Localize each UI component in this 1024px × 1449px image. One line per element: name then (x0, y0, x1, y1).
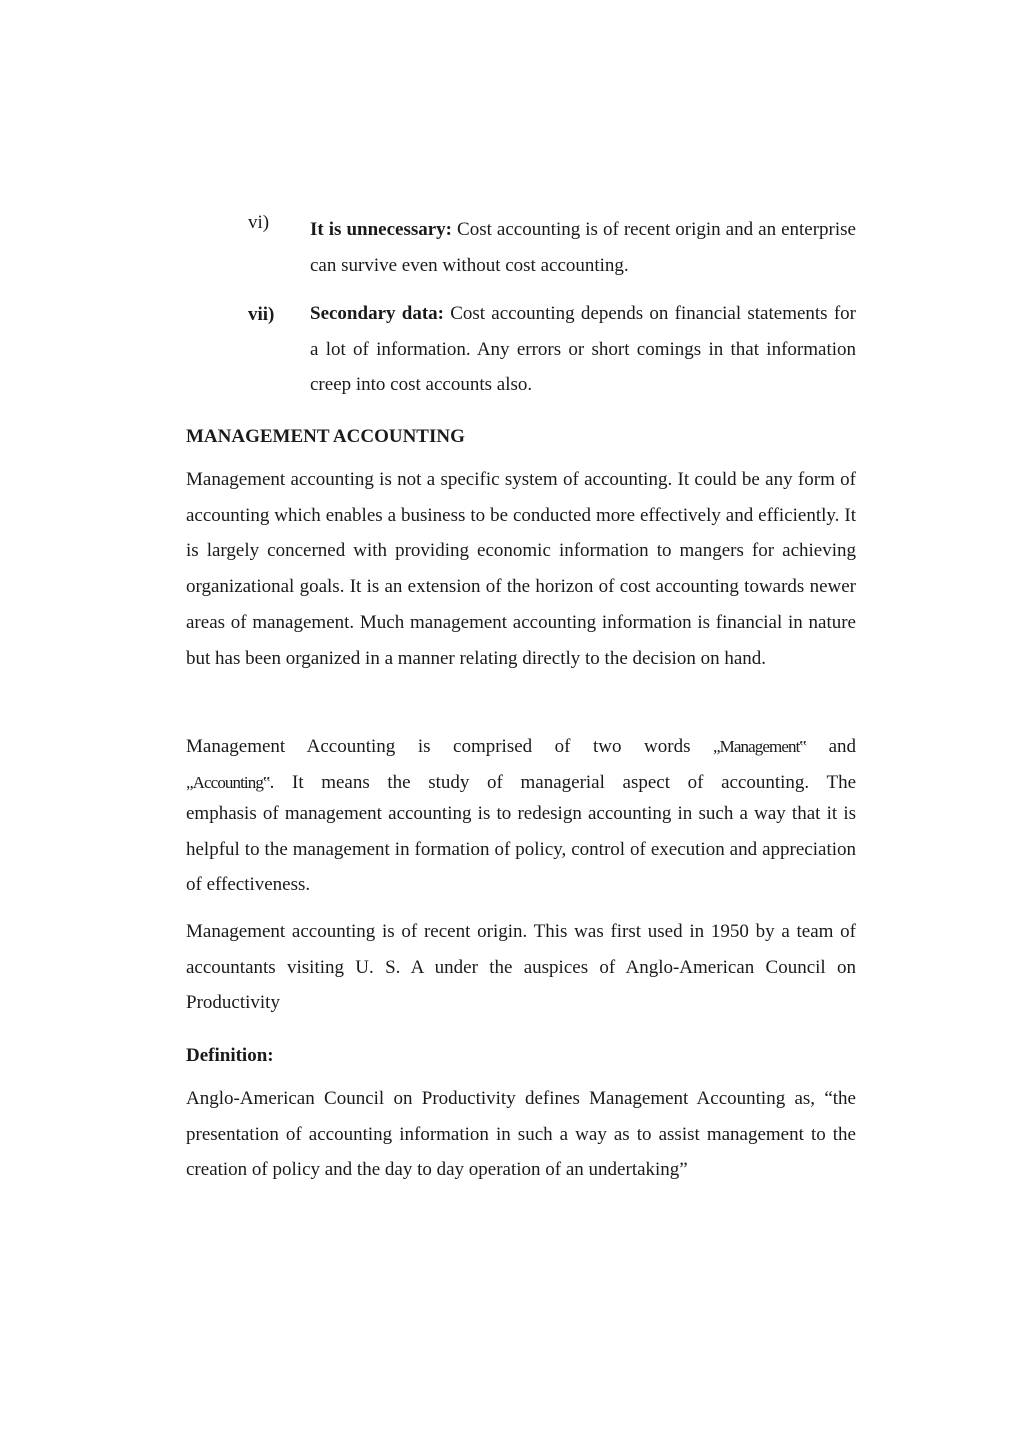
paragraph-two-words-rest: emphasis of management accounting is to redesign accounting in such a way that it is helpful to the management in formation of policy, control of execution and appreciation of effectiveness. (186, 803, 856, 895)
list-item-description: Cost accounting depends on financial statements for a lot of information. Any errors or short comings in that information creep into cost accounts also. (310, 303, 856, 395)
paragraph-two-words-line1 (186, 729, 856, 801)
paragraph-text: Management Accounting is comprised of two words (186, 736, 713, 757)
section-heading: MANAGEMENT ACCOUNTING (186, 426, 465, 447)
list-item-description: Cost accounting is of recent origin and an enterprise can survive even without cost accounting. (310, 219, 856, 276)
paragraph-origin: Management accounting is of recent origin. This was first used in 1950 by a team of accountants visiting U. S. A under the auspices of Anglo-American Council on Productivity (186, 921, 856, 1014)
paragraph-text: . It means the study of managerial aspect of accounting. The (269, 772, 856, 793)
paragraph-definition-overview: Management accounting is not a specific system of accounting. It could be any form of accounting which enables a business to be conducted more effectively and efficiently. It is largely concerned with providing economic information to mangers for achieving organizational goals. It is an extension of the horizon of cost accounting towards newer areas of management. Much management accounting information is financial in nature but has been organized in a manner relating directly to the decision on hand. (186, 469, 856, 669)
paragraph-definition-quote: Anglo-American Council on Productivity defines Management Accounting as, “the presentation of accounting information in such a way as to assist management to the creation of policy and the day to day operation of an undertaking” (186, 1088, 856, 1181)
list-item-title: Secondary data: (310, 303, 444, 324)
list-item-title: It is unnecessary: (310, 219, 452, 240)
list-number: vii) (248, 304, 275, 325)
list-item-text (310, 296, 856, 403)
paragraph-text: and (806, 736, 856, 757)
quoted-word-management: „Management‟ (713, 737, 807, 756)
list-number: vi) (248, 212, 270, 233)
quoted-word-accounting: „Accounting‟ (186, 773, 270, 792)
definition-heading: Definition: (186, 1045, 274, 1066)
list-item-text (310, 212, 856, 283)
